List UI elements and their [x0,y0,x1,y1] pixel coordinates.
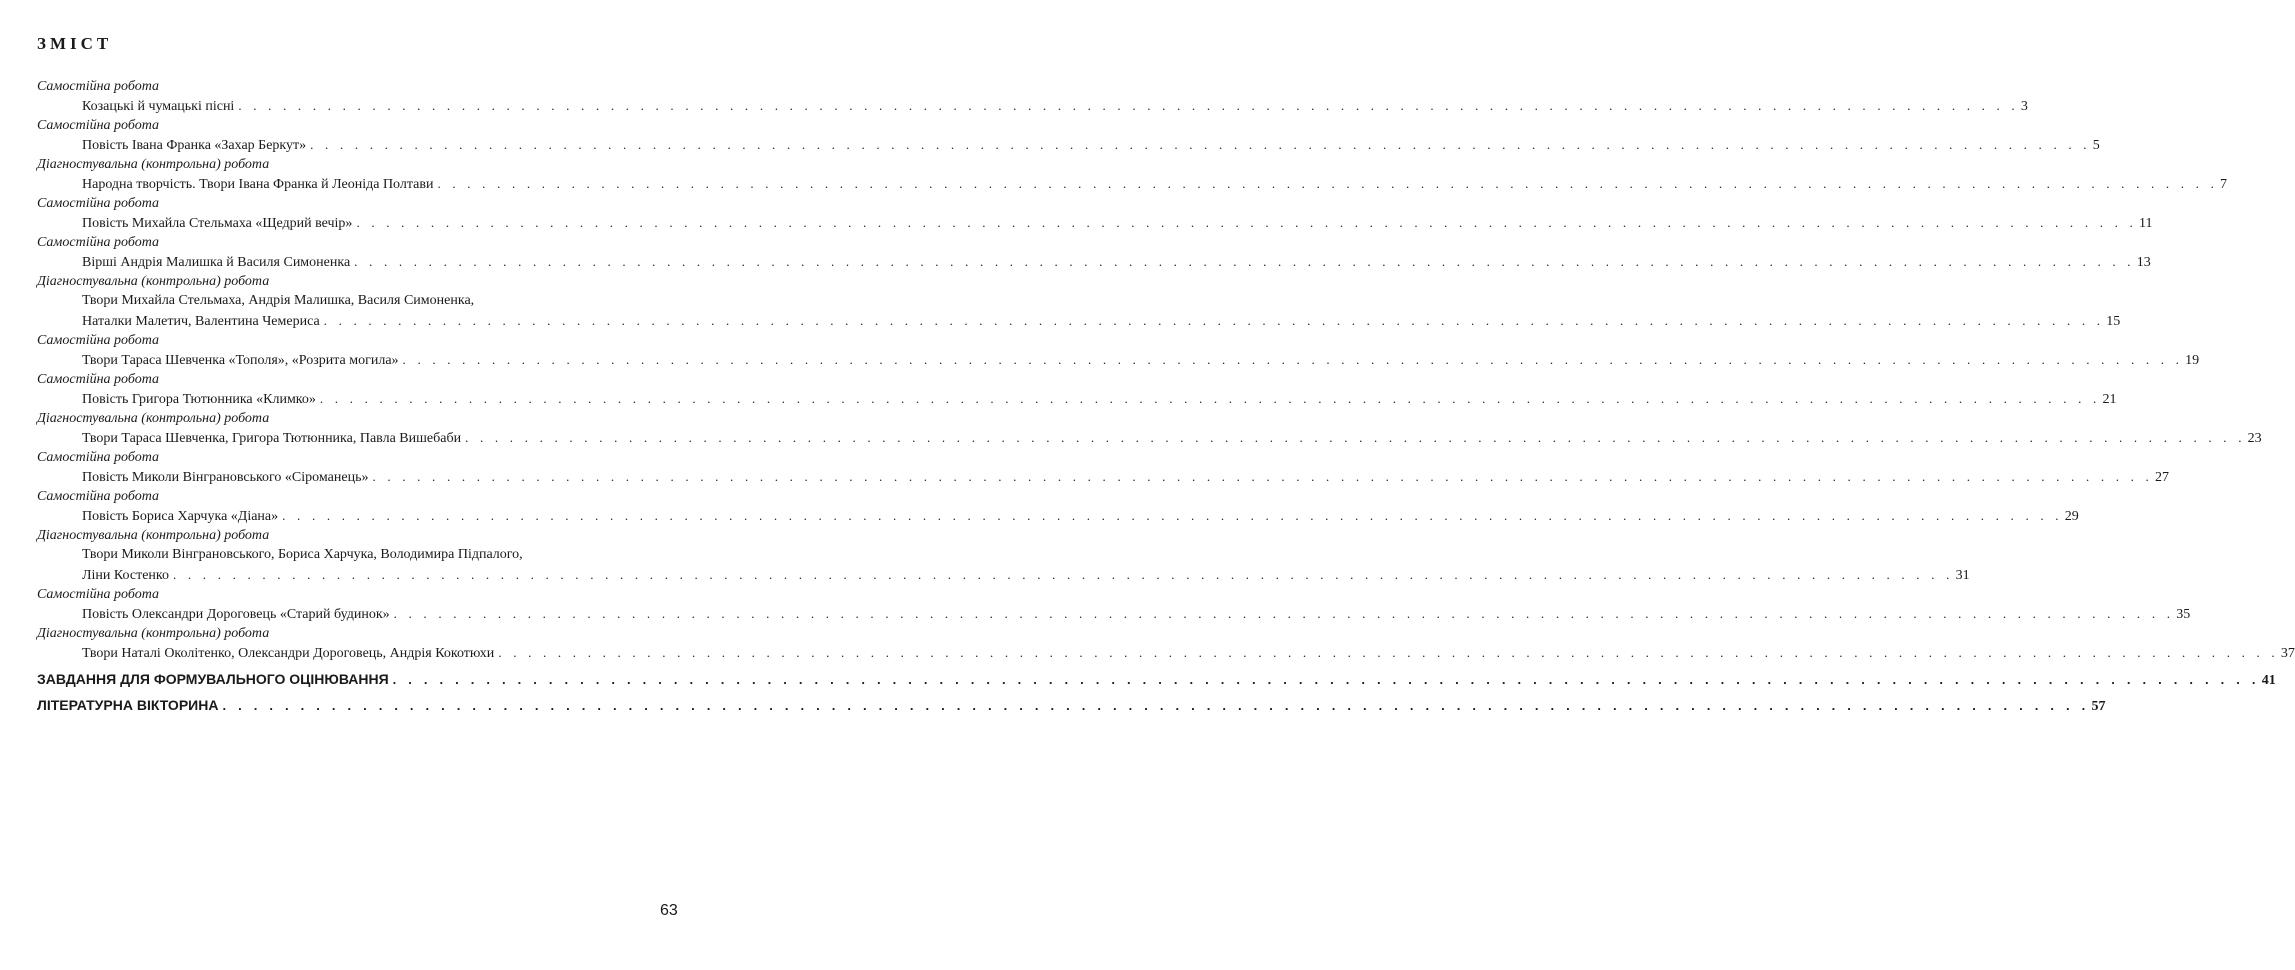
entry-category: Самостійна робота [37,372,159,387]
dot-leader: . . . . . . . . . . . . . . . . . . . . . . . . . . . . . . . . . . . . . . . . . . . . . . . . . . . . . . . . . . . . . . . . . . . . . . . . . . . . . . . . . . . . . . . . . . . . . . . . . . . . . . . . . . . . . . . . . . . . . . . . [437,176,2219,191]
entry-page: 15 [2106,314,2121,329]
entry-category: Самостійна робота [37,196,159,211]
entry-title: Повість Олександри Дороговець «Старий будинок» [82,607,390,622]
entry-title-line [0,643,2295,663]
dot-leader: . . . . . . . . . . . . . . . . . . . . . . . . . . . . . . . . . . . . . . . . . . . . . . . . . . . . . . . . . . . . . . . . . . . . . . . . . . . . . . . . . . . . . . . . . . . . . . . . . . . . . . . . . . . . . . . . . . . . . . . . [354,254,2135,269]
entry-title-line [0,135,2100,155]
entry-title: Повість Бориса Харчука «Діана» [82,509,279,524]
toc-entry [0,586,2191,624]
dot-leader: . . . . . . . . . . . . . . . . . . . . . . . . . . . . . . . . . . . . . . . . . . . . . . . . . . . . . . . . . . . . . . . . . . . . . . . . . . . . . . . . . . . . . . . . . . . . . . . . . . . . . . . . . . . . . . . . . . . . . . . . [282,508,2063,523]
entry-title-line [0,467,2170,487]
entry-category: Самостійна робота [37,450,159,465]
toc-entry [0,78,2028,116]
entry-title: Народна творчість. Твори Івана Франка й Леоніда Полтави [82,177,434,192]
entry-title-line [0,428,2262,448]
entry-title: Вірші Андрія Малишка й Василя Симоненка [82,255,351,270]
entry-page: 35 [2176,607,2191,622]
toc-entry [0,156,2228,194]
entry-title: Повість Михайла Стельмаха «Щедрий вечір» [82,216,353,231]
entry-page: 7 [2220,177,2228,192]
entry-title: Твори Наталі Околітенко, Олександри Дороговець, Андрія Кокотюхи [82,646,495,661]
entry-title-line [0,291,711,311]
entry-title: Ліни Костенко [82,568,169,583]
section-label: ЗАВДАННЯ ДЛЯ ФОРМУВАЛЬНОГО ОЦІНЮВАННЯ [37,671,389,687]
entry-category: Самостійна робота [37,79,159,94]
section-label: ЛІТЕРАТУРНА ВІКТОРИНА [37,697,219,713]
dot-leader: . . . . . . . . . . . . . . . . . . . . . . . . . . . . . . . . . . . . . . . . . . . . . . . . . . . . . . . . . . . . . . . . . . . . . . . . . . . . . . . . . . . . . . . . . . . . . . . . . . . . . . . . . . . . . . . . . . . . . . . . [392,672,2260,687]
toc-entry [0,371,2117,409]
entry-category: Самостійна робота [37,333,159,348]
entry-title: Твори Миколи Вінграновського, Бориса Харчука, Володимира Підпалого, [82,547,523,562]
entry-page: 3 [2020,99,2028,114]
toc-entry [0,273,2121,331]
entry-title-line [0,389,2117,409]
entry-page: 19 [2185,353,2200,368]
entry-page: 23 [2247,431,2262,446]
entry-category: Самостійна робота [37,235,159,250]
entry-category: Самостійна робота [37,587,159,602]
dot-leader: . . . . . . . . . . . . . . . . . . . . . . . . . . . . . . . . . . . . . . . . . . . . . . . . . . . . . . . . . . . . . . . . . . . . . . . . . . . . . . . . . . . . . . . . . . . . . . . . . . . . . . . . . . . . . . . . . . . . . . . . [319,391,2101,406]
toc-entry [0,410,2262,448]
entry-page: 29 [2064,509,2079,524]
entry-title: Повість Івана Франка «Захар Беркут» [82,138,307,153]
dot-leader: . . . . . . . . . . . . . . . . . . . . . . . . . . . . . . . . . . . . . . . . . . . . . . . . . . . . . . . . . . . . . . . . . . . . . . . . . . . . . . . . . . . . . . . . . . . . . . . . . . . . . . . . . . . . . . . . . . . . . . . . [310,137,2091,152]
entry-title-line [0,252,2151,272]
entry-category: Діагностувальна (контрольна) робота [37,157,270,172]
dot-leader: . . . . . . . . . . . . . . . . . . . . . . . . . . . . . . . . . . . . . . . . . . . . . . . . . . . . . . . . . . . . . . . . . . . . . . . . . . . . . . . . . . . . . . . . . . . . . . . . . . . . . . . . . . . . . . . . . . . . . . . . [222,698,2090,713]
entry-page: 11 [2139,216,2153,231]
entry-page: 31 [1955,568,1970,583]
dot-leader: . . . . . . . . . . . . . . . . . . . . . . . . . . . . . . . . . . . . . . . . . . . . . . . . . . . . . . . . . . . . . . . . . . . . . . . . . . . . . . . . . . . . . . . . . . . . . . . . . . . . . . . . . . . . . . . . . . . . . . . . [393,606,2175,621]
entry-title-line [0,174,2228,194]
entry-title: Повість Григора Тютюнника «Климко» [82,392,316,407]
toc-entry [0,449,2170,487]
page-title: ЗМІСТ [37,34,113,53]
dot-leader: . . . . . . . . . . . . . . . . . . . . . . . . . . . . . . . . . . . . . . . . . . . . . . . . . . . . . . . . . . . . . . . . . . . . . . . . . . . . . . . . . . . . . . . . . . . . . . . . . . . . . . . . . . . . . . . . . . . . . . . . [498,645,2279,660]
toc-section [0,669,2276,689]
entry-title-line [0,96,2028,116]
section-page: 41 [2261,673,2276,688]
dot-leader: . . . . . . . . . . . . . . . . . . . . . . . . . . . . . . . . . . . . . . . . . . . . . . . . . . . . . . . . . . . . . . . . . . . . . . . . . . . . . . . . . . . . . . . . . . . . . . . . . . . . . . . . . . . . . . . . . . . . . . . . [238,98,2019,113]
dot-leader: . . . . . . . . . . . . . . . . . . . . . . . . . . . . . . . . . . . . . . . . . . . . . . . . . . . . . . . . . . . . . . . . . . . . . . . . . . . . . . . . . . . . . . . . . . . . . . . . . . . . . . . . . . . . . . . . . . . . . . . . [356,215,2137,230]
entry-category: Діагностувальна (контрольна) робота [37,411,270,426]
page-number: 63 [660,902,678,919]
dot-leader: . . . . . . . . . . . . . . . . . . . . . . . . . . . . . . . . . . . . . . . . . . . . . . . . . . . . . . . . . . . . . . . . . . . . . . . . . . . . . . . . . . . . . . . . . . . . . . . . . . . . . . . . . . . . . . . . . . . . . . . . [465,430,2246,445]
entry-page: 5 [2092,138,2100,153]
entry-title-line [0,311,2121,331]
entry-title: Твори Тараса Шевченка «Тополя», «Розрита могила» [82,353,399,368]
toc-entry [0,527,1970,585]
entry-category: Самостійна робота [37,118,159,133]
section-page: 57 [2091,699,2106,714]
dot-leader: . . . . . . . . . . . . . . . . . . . . . . . . . . . . . . . . . . . . . . . . . . . . . . . . . . . . . . . . . . . . . . . . . . . . . . . . . . . . . . . . . . . . . . . . . . . . . . . . . . . . . . . . . . . . . . . . . . . . . . . . [402,352,2184,367]
entry-page: 21 [2102,392,2117,407]
entry-category: Діагностувальна (контрольна) робота [37,528,270,543]
entry-title-line [0,213,2153,233]
entry-title: Твори Тараса Шевченка, Григора Тютюнника, Павла Вишебаби [82,431,462,446]
entry-title-line [0,350,2200,370]
toc-entry [0,625,2295,663]
toc-entry [0,195,2153,233]
entry-title: Наталки Малетич, Валентина Чемериса [82,314,320,329]
toc-section [0,695,2106,715]
entry-title-line [0,506,2079,526]
entry-page: 27 [2155,470,2170,485]
entry-title: Козацькі й чумацькі пісні [82,99,235,114]
entry-title-line [0,604,2191,624]
entry-page: 13 [2136,255,2151,270]
entry-title: Повість Миколи Вінграновського «Сіроманець» [82,470,369,485]
toc-entry [0,488,2079,526]
dot-leader: . . . . . . . . . . . . . . . . . . . . . . . . . . . . . . . . . . . . . . . . . . . . . . . . . . . . . . . . . . . . . . . . . . . . . . . . . . . . . . . . . . . . . . . . . . . . . . . . . . . . . . . . . . . . . . . . . . . . . . . . [173,567,1954,582]
entry-category: Діагностувальна (контрольна) робота [37,274,270,289]
entry-title: Твори Михайла Стельмаха, Андрія Малишка, Василя Симоненка, [82,293,475,308]
dot-leader: . . . . . . . . . . . . . . . . . . . . . . . . . . . . . . . . . . . . . . . . . . . . . . . . . . . . . . . . . . . . . . . . . . . . . . . . . . . . . . . . . . . . . . . . . . . . . . . . . . . . . . . . . . . . . . . . . . . . . . . . [323,313,2105,328]
toc-entry [0,234,2151,272]
table-of-contents [0,78,2295,715]
entry-page: 37 [2280,646,2295,661]
entry-title-line [0,565,1970,585]
entry-title-line [0,545,711,565]
entry-category: Діагностувальна (контрольна) робота [37,626,270,641]
dot-leader: . . . . . . . . . . . . . . . . . . . . . . . . . . . . . . . . . . . . . . . . . . . . . . . . . . . . . . . . . . . . . . . . . . . . . . . . . . . . . . . . . . . . . . . . . . . . . . . . . . . . . . . . . . . . . . . . . . . . . . . . [372,469,2154,484]
entry-category: Самостійна робота [37,489,159,504]
toc-entry [0,117,2100,155]
toc-entry [0,332,2200,370]
